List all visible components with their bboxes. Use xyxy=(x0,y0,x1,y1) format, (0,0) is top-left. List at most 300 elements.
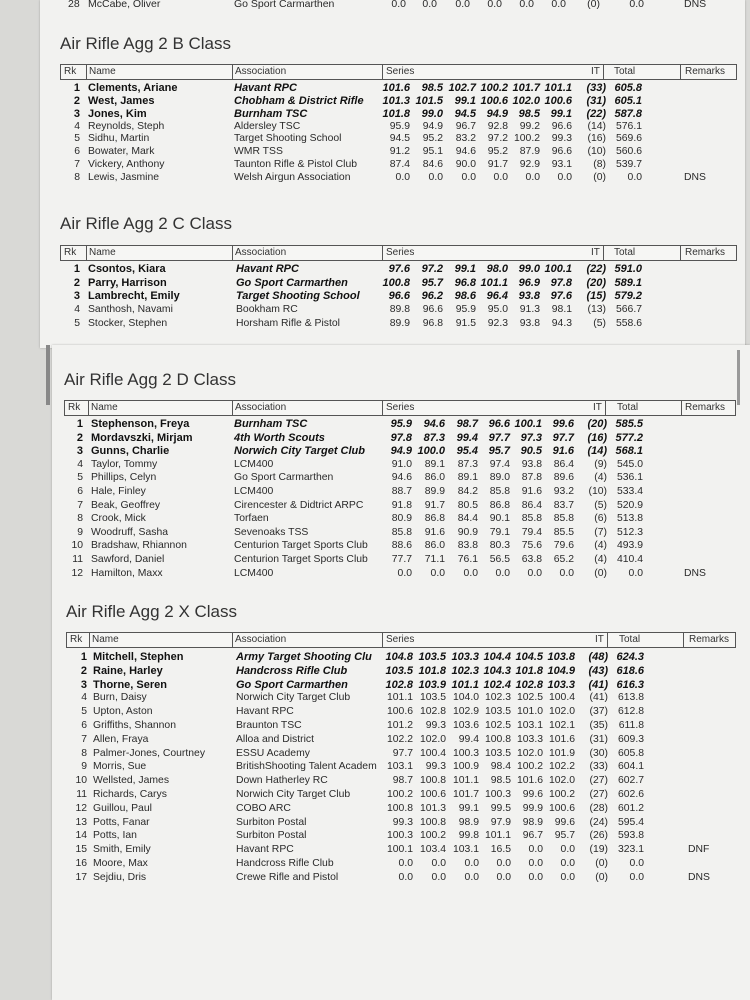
inner-tens-cell: (16) xyxy=(587,133,606,145)
series-cell: 85.8 xyxy=(489,486,510,497)
series-cell: 96.6 xyxy=(551,120,572,132)
header-series: Series xyxy=(386,66,415,77)
table-row xyxy=(0,692,740,704)
total-cell: 593.8 xyxy=(617,830,644,842)
series-cell: 0.0 xyxy=(461,171,476,183)
series-cell: 90.0 xyxy=(455,159,476,171)
association-cell: Chobham & District Rifle xyxy=(234,94,364,107)
association-cell: Havant RPC xyxy=(236,706,294,718)
table-row xyxy=(0,277,740,289)
series-cell: 102.2 xyxy=(386,733,413,745)
name-cell: Hale, Finley xyxy=(91,486,146,497)
series-cell: 93.8 xyxy=(519,317,540,329)
name-cell: Raine, Harley xyxy=(93,664,163,677)
series-cell: 100.6 xyxy=(544,94,572,107)
association-cell: COBO ARC xyxy=(236,802,291,814)
inner-tens-cell: (37) xyxy=(589,706,608,718)
inner-tens-cell: (33) xyxy=(589,761,608,773)
inner-tens-cell: (27) xyxy=(589,775,608,787)
series-cell: 91.8 xyxy=(391,499,412,511)
rank-cell: 3 xyxy=(80,678,87,691)
series-cell: 99.3 xyxy=(392,816,413,828)
series-cell: 101.1 xyxy=(544,82,572,94)
series-cell: 87.3 xyxy=(423,431,445,444)
series-cell: 96.8 xyxy=(422,317,443,329)
total-cell: 585.5 xyxy=(615,418,643,430)
total-cell: 611.8 xyxy=(618,720,644,731)
series-cell: 0.0 xyxy=(391,0,406,10)
total-cell: 513.8 xyxy=(616,513,643,525)
series-cell: 95.2 xyxy=(487,146,508,158)
association-cell: Havant RPC xyxy=(236,844,294,856)
table-row xyxy=(0,263,740,275)
series-cell: 0.0 xyxy=(398,871,413,883)
name-cell: Parry, Harrison xyxy=(88,276,167,289)
table-row xyxy=(0,665,740,677)
series-cell: 97.6 xyxy=(388,263,410,275)
series-cell: 96.6 xyxy=(388,290,410,303)
name-cell: Jones, Kim xyxy=(88,107,147,120)
name-cell: Sawford, Daniel xyxy=(91,554,165,565)
series-cell: 97.8 xyxy=(390,431,412,444)
inner-tens-cell: (22) xyxy=(586,263,606,275)
series-cell: 0.0 xyxy=(464,858,479,869)
total-cell: 533.4 xyxy=(616,486,643,497)
name-cell: Mordavszki, Mirjam xyxy=(91,431,193,444)
series-cell: 71.1 xyxy=(424,554,445,565)
series-cell: 96.6 xyxy=(551,146,572,158)
name-cell: McCabe, Oliver xyxy=(88,0,161,10)
association-cell: Down Hatherley RC xyxy=(236,775,328,787)
page-fold-mark xyxy=(46,345,50,405)
series-cell: 102.8 xyxy=(515,678,543,691)
header-remarks: Remarks xyxy=(685,247,726,258)
series-cell: 76.1 xyxy=(457,554,478,565)
series-cell: 97.3 xyxy=(520,431,542,444)
association-cell: Go Sport Carmarthen xyxy=(234,472,334,484)
table-row xyxy=(0,527,740,539)
series-cell: 98.5 xyxy=(518,107,540,120)
inner-tens-cell: (20) xyxy=(586,276,606,289)
series-cell: 94.5 xyxy=(389,133,410,145)
table-row xyxy=(0,290,740,302)
series-cell: 95.9 xyxy=(390,418,412,430)
series-cell: 99.3 xyxy=(551,133,572,145)
rank-cell: 12 xyxy=(75,802,87,814)
series-cell: 89.1 xyxy=(457,472,478,484)
total-cell: 605.8 xyxy=(617,747,644,759)
name-cell: Santhosh, Navami xyxy=(88,304,173,316)
header-rk: Rk xyxy=(64,66,77,77)
series-cell: 103.3 xyxy=(547,678,575,691)
series-cell: 86.8 xyxy=(489,499,510,511)
column-separator xyxy=(89,633,90,647)
inner-tens-cell: (30) xyxy=(589,747,608,759)
header-association: Association xyxy=(235,247,287,258)
series-cell: 95.7 xyxy=(488,445,510,458)
total-cell: 566.7 xyxy=(615,304,642,316)
table-row xyxy=(0,817,740,829)
name-cell: Guillou, Paul xyxy=(93,802,152,814)
series-cell: 100.6 xyxy=(548,802,575,814)
remarks-cell: DNF xyxy=(688,844,710,856)
series-cell: 91.5 xyxy=(455,317,476,329)
series-cell: 83.2 xyxy=(455,133,476,145)
rank-cell: 14 xyxy=(75,830,87,842)
series-cell: 87.9 xyxy=(519,146,540,158)
association-cell: WMR TSS xyxy=(234,146,283,158)
total-cell: 0.0 xyxy=(628,567,643,579)
header-name: Name xyxy=(89,247,116,258)
table-row xyxy=(0,789,740,801)
series-cell: 94.6 xyxy=(455,146,476,158)
series-cell: 85.8 xyxy=(521,513,542,525)
header-it: IT xyxy=(595,634,604,645)
series-cell: 0.0 xyxy=(528,844,543,856)
total-cell: 0.0 xyxy=(627,171,642,183)
series-cell: 97.2 xyxy=(421,263,443,275)
inner-tens-cell: (5) xyxy=(594,499,607,511)
header-series: Series xyxy=(386,247,415,258)
rank-cell: 3 xyxy=(73,290,80,303)
rank-cell: 8 xyxy=(77,513,83,525)
series-cell: 104.4 xyxy=(483,651,511,663)
table-row xyxy=(0,95,740,107)
inner-tens-cell: (14) xyxy=(587,120,606,132)
remarks-cell: DNS xyxy=(684,0,707,10)
series-cell: 102.1 xyxy=(548,720,575,731)
header-total: Total xyxy=(614,66,636,77)
series-cell: 100.6 xyxy=(480,94,508,107)
name-cell: Reynolds, Steph xyxy=(88,120,165,132)
rank-cell: 13 xyxy=(75,816,87,828)
name-cell: Vickery, Anthony xyxy=(88,159,165,171)
association-cell: Crewe Rifle and Pistol xyxy=(236,871,339,883)
series-cell: 100.3 xyxy=(386,830,413,842)
total-cell: 602.7 xyxy=(617,775,644,787)
total-cell: 618.6 xyxy=(616,664,644,677)
series-cell: 102.5 xyxy=(484,720,511,731)
series-cell: 0.0 xyxy=(559,567,574,579)
table-row xyxy=(0,803,740,815)
series-cell: 75.6 xyxy=(521,540,542,552)
name-cell: Crook, Mick xyxy=(91,513,146,525)
name-cell: Bowater, Mark xyxy=(88,146,155,158)
table-row xyxy=(0,734,740,746)
series-cell: 91.2 xyxy=(389,146,410,158)
series-cell: 100.2 xyxy=(513,133,540,145)
series-cell: 79.4 xyxy=(521,526,542,538)
series-cell: 101.7 xyxy=(512,82,540,94)
series-cell: 99.3 xyxy=(425,761,446,773)
rank-cell: 6 xyxy=(74,146,80,158)
series-cell: 0.0 xyxy=(525,171,540,183)
series-cell: 99.6 xyxy=(552,418,574,430)
series-cell: 96.7 xyxy=(455,120,476,132)
association-cell: Handcross Rifle Club xyxy=(236,858,334,869)
association-cell: Go Sport Carmarthen xyxy=(236,276,348,289)
column-separator xyxy=(607,633,608,647)
inner-tens-cell: (7) xyxy=(594,526,607,538)
series-cell: 100.4 xyxy=(419,747,446,759)
series-cell: 103.5 xyxy=(419,692,446,704)
rank-cell: 3 xyxy=(73,107,80,120)
series-cell: 84.4 xyxy=(457,513,478,525)
series-cell: 86.8 xyxy=(424,513,445,525)
total-cell: 545.0 xyxy=(616,458,643,470)
rank-cell: 16 xyxy=(75,858,87,869)
rank-cell: 6 xyxy=(77,486,83,497)
column-separator xyxy=(382,246,383,260)
series-cell: 99.1 xyxy=(550,107,572,120)
series-cell: 97.7 xyxy=(552,431,574,444)
series-cell: 88.6 xyxy=(391,540,412,552)
series-cell: 91.7 xyxy=(487,159,508,171)
series-cell: 103.1 xyxy=(516,720,543,731)
series-cell: 0.0 xyxy=(463,567,478,579)
header-total: Total xyxy=(617,402,639,413)
total-cell: 624.3 xyxy=(616,651,644,663)
association-cell: Centurion Target Sports Club xyxy=(234,554,368,565)
rank-cell: 6 xyxy=(81,720,87,731)
series-cell: 91.0 xyxy=(391,458,412,470)
series-cell: 86.0 xyxy=(424,540,445,552)
association-cell: Aldersley TSC xyxy=(234,120,301,132)
header-it: IT xyxy=(591,66,600,77)
inner-tens-cell: (41) xyxy=(588,678,608,691)
series-cell: 90.9 xyxy=(457,526,478,538)
series-cell: 95.9 xyxy=(455,304,476,316)
total-cell: 560.6 xyxy=(615,146,642,158)
total-cell: 612.8 xyxy=(617,706,644,718)
name-cell: Moore, Max xyxy=(93,858,148,869)
name-cell: Bradshaw, Rhiannon xyxy=(91,540,187,552)
series-cell: 102.0 xyxy=(548,775,575,787)
column-separator xyxy=(681,401,682,415)
inner-tens-cell: (0) xyxy=(595,871,608,883)
series-cell: 80.9 xyxy=(391,513,412,525)
total-cell: 616.3 xyxy=(616,678,644,691)
name-cell: Sejdiu, Dris xyxy=(93,871,147,883)
series-cell: 101.2 xyxy=(386,720,413,731)
series-cell: 93.8 xyxy=(518,290,540,303)
series-cell: 104.3 xyxy=(483,664,511,677)
inner-tens-cell: (0) xyxy=(595,858,608,869)
rank-cell: 1 xyxy=(80,651,87,663)
series-cell: 103.5 xyxy=(484,747,511,759)
table-row xyxy=(0,133,740,145)
series-cell: 101.9 xyxy=(548,747,575,759)
series-cell: 101.8 xyxy=(382,107,410,120)
series-cell: 85.8 xyxy=(391,526,412,538)
inner-tens-cell: (10) xyxy=(587,146,606,158)
series-cell: 98.1 xyxy=(551,304,572,316)
series-cell: 89.8 xyxy=(389,304,410,316)
association-cell: Burnham TSC xyxy=(234,418,308,430)
name-cell: Lambrecht, Emily xyxy=(88,290,180,303)
series-cell: 97.7 xyxy=(488,431,510,444)
series-cell: 0.0 xyxy=(560,844,575,856)
series-cell: 101.6 xyxy=(382,82,410,94)
header-series: Series xyxy=(386,402,415,413)
inner-tens-cell: (24) xyxy=(589,816,608,828)
series-cell: 102.0 xyxy=(419,733,446,745)
series-cell: 84.6 xyxy=(422,159,443,171)
series-cell: 89.0 xyxy=(489,472,510,484)
series-cell: 83.7 xyxy=(553,499,574,511)
header-rk: Rk xyxy=(64,247,77,258)
rank-cell: 12 xyxy=(71,567,83,579)
total-cell: 601.2 xyxy=(617,802,644,814)
inner-tens-cell: (22) xyxy=(586,107,606,120)
table-row xyxy=(0,720,740,732)
association-cell: Target Shooting School xyxy=(236,290,360,303)
table-row xyxy=(0,432,740,444)
total-cell: 410.4 xyxy=(616,554,643,565)
table-row xyxy=(0,418,740,430)
series-cell: 90.5 xyxy=(520,445,542,458)
name-cell: Sidhu, Martin xyxy=(88,133,150,145)
series-cell: 56.5 xyxy=(489,554,510,565)
series-cell: 0.0 xyxy=(431,858,446,869)
series-cell: 99.6 xyxy=(554,816,575,828)
series-cell: 0.0 xyxy=(560,871,575,883)
series-cell: 104.5 xyxy=(515,651,543,663)
column-separator xyxy=(88,401,89,415)
series-cell: 98.4 xyxy=(490,761,511,773)
name-cell: Richards, Carys xyxy=(93,789,167,800)
table-row xyxy=(0,318,740,330)
series-cell: 99.4 xyxy=(458,733,479,745)
column-separator xyxy=(232,401,233,415)
rank-cell: 1 xyxy=(76,418,83,430)
inner-tens-cell: (10) xyxy=(588,486,607,497)
total-cell: 605.8 xyxy=(614,82,642,94)
name-cell: Taylor, Tommy xyxy=(91,458,158,470)
series-cell: 100.0 xyxy=(417,445,445,458)
series-cell: 95.2 xyxy=(422,133,443,145)
series-cell: 94.9 xyxy=(486,107,508,120)
table-row xyxy=(0,554,740,566)
series-cell: 96.4 xyxy=(486,290,508,303)
total-cell: 577.2 xyxy=(615,431,643,444)
series-cell: 101.8 xyxy=(418,664,446,677)
rank-cell: 15 xyxy=(75,844,87,856)
name-cell: Smith, Emily xyxy=(93,844,151,856)
series-cell: 96.6 xyxy=(422,304,443,316)
rank-cell: 17 xyxy=(75,871,87,883)
series-cell: 98.7 xyxy=(392,775,413,787)
association-cell: Go Sport Carmarthen xyxy=(234,0,335,10)
series-cell: 0.0 xyxy=(487,0,502,10)
name-cell: West, James xyxy=(88,94,155,107)
table-row xyxy=(0,748,740,760)
results-table-header xyxy=(64,400,736,416)
series-cell: 100.4 xyxy=(548,692,575,704)
column-separator xyxy=(680,246,681,260)
total-cell: 539.7 xyxy=(615,159,642,171)
total-cell: 613.8 xyxy=(617,692,644,704)
total-cell: 587.8 xyxy=(614,107,642,120)
rank-cell: 4 xyxy=(77,458,83,470)
series-cell: 103.4 xyxy=(419,844,446,856)
rank-cell: 5 xyxy=(77,472,83,484)
rank-cell: 2 xyxy=(73,94,80,107)
association-cell: Alloa and District xyxy=(236,733,314,745)
series-cell: 99.1 xyxy=(454,94,476,107)
series-cell: 100.3 xyxy=(452,747,479,759)
remarks-cell: DNS xyxy=(688,871,710,883)
series-cell: 101.3 xyxy=(382,94,410,107)
series-cell: 97.2 xyxy=(487,133,508,145)
series-cell: 96.8 xyxy=(454,276,476,289)
column-separator xyxy=(680,65,681,79)
inner-tens-cell: (16) xyxy=(587,431,607,444)
header-rk: Rk xyxy=(68,402,81,413)
series-cell: 87.4 xyxy=(389,159,410,171)
series-cell: 86.0 xyxy=(424,472,445,484)
total-cell: 602.6 xyxy=(617,789,644,800)
series-cell: 0.0 xyxy=(398,858,413,869)
name-cell: Morris, Sue xyxy=(93,761,147,773)
series-cell: 92.9 xyxy=(519,159,540,171)
name-cell: Hamilton, Maxx xyxy=(91,567,163,579)
column-separator xyxy=(382,633,383,647)
series-cell: 0.0 xyxy=(557,171,572,183)
column-separator xyxy=(232,65,233,79)
header-name: Name xyxy=(91,402,118,413)
series-cell: 101.8 xyxy=(515,664,543,677)
rank-cell: 10 xyxy=(75,775,87,787)
series-cell: 101.5 xyxy=(415,94,443,107)
table-row xyxy=(0,121,740,133)
series-cell: 96.7 xyxy=(522,830,543,842)
series-cell: 101.0 xyxy=(516,706,543,718)
column-separator xyxy=(683,633,684,647)
series-cell: 100.6 xyxy=(386,706,413,718)
series-cell: 100.2 xyxy=(480,82,508,94)
name-cell: Mitchell, Stephen xyxy=(93,651,184,663)
series-cell: 95.7 xyxy=(554,830,575,842)
class-title: Air Rifle Agg 2 C Class xyxy=(60,214,232,233)
name-cell: Clements, Ariane xyxy=(88,82,178,94)
inner-tens-cell: (9) xyxy=(594,458,607,470)
column-separator xyxy=(603,246,604,260)
series-cell: 101.1 xyxy=(484,830,511,842)
rank-cell: 4 xyxy=(74,120,80,132)
series-cell: 101.1 xyxy=(452,775,479,787)
rank-cell: 2 xyxy=(73,276,80,289)
series-cell: 102.0 xyxy=(516,747,543,759)
table-row xyxy=(0,830,740,842)
series-cell: 0.0 xyxy=(493,171,508,183)
table-row xyxy=(0,500,740,512)
table-row xyxy=(0,159,740,171)
association-cell: Handcross Rifle Club xyxy=(236,664,348,677)
table-row xyxy=(0,82,740,94)
series-cell: 91.3 xyxy=(519,304,540,316)
series-cell: 101.1 xyxy=(480,276,508,289)
inner-tens-cell: (0) xyxy=(594,567,607,579)
series-cell: 103.3 xyxy=(516,733,543,745)
total-cell: 558.6 xyxy=(615,317,642,329)
series-cell: 0.0 xyxy=(397,567,412,579)
name-cell: Palmer-Jones, Courtney xyxy=(93,747,206,759)
rank-cell: 8 xyxy=(81,747,87,759)
series-cell: 0.0 xyxy=(495,567,510,579)
series-cell: 93.8 xyxy=(521,458,542,470)
series-cell: 0.0 xyxy=(428,171,443,183)
